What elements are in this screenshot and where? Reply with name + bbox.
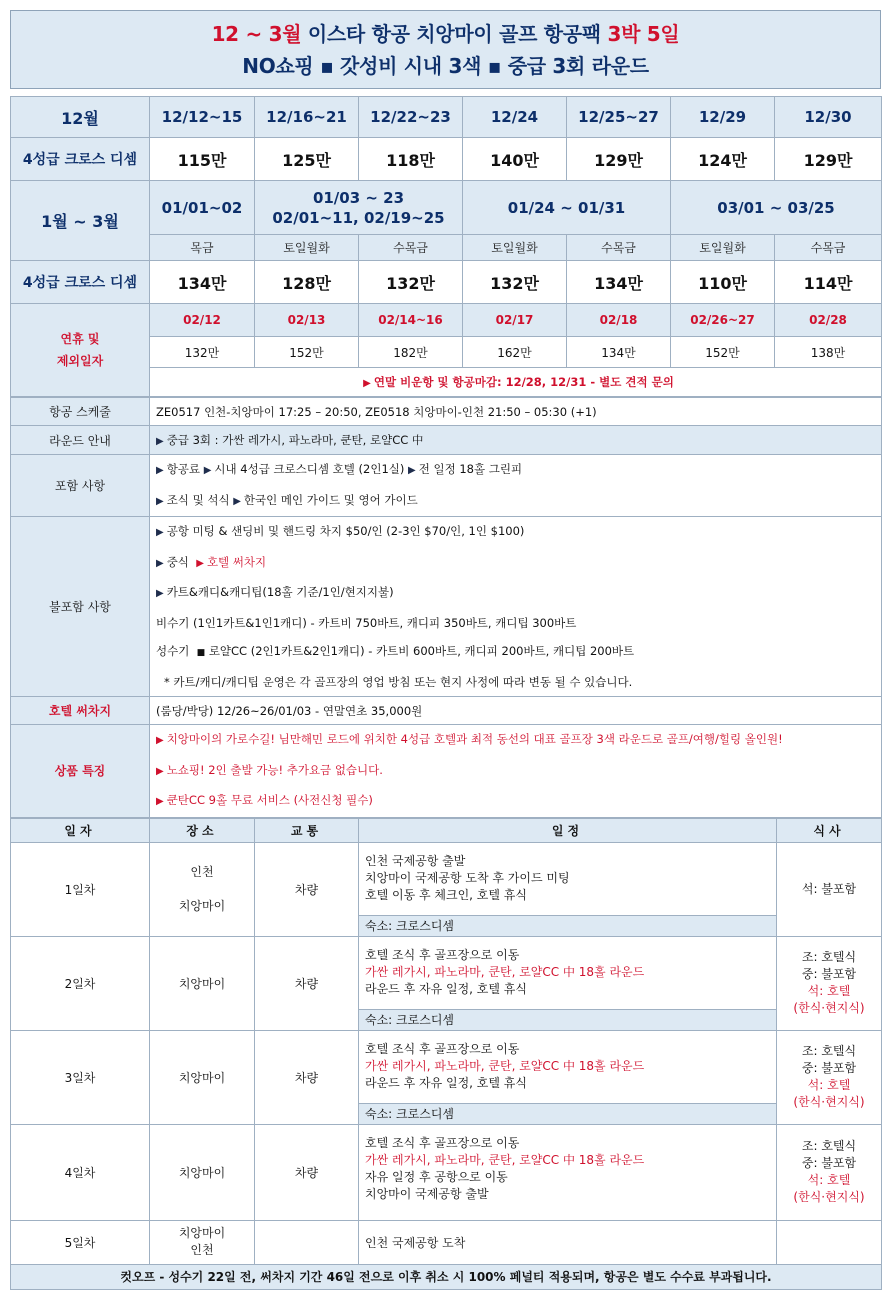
triangle-bullet-icon: ▶ bbox=[196, 557, 204, 569]
holiday-date: 02/26~27 bbox=[671, 304, 775, 337]
day-label: 1일차 bbox=[11, 842, 150, 936]
col-header-day: 일자 bbox=[11, 818, 150, 842]
weekday-cell: 토일월화 bbox=[255, 235, 359, 261]
schedule-table bbox=[10, 818, 882, 1290]
exclude-item-surcharge: 호텔 써차지 bbox=[206, 554, 267, 569]
place-name: 인천 bbox=[190, 1243, 214, 1257]
itinerary-line: 라운드 후 자유 일정, 호텔 휴식 bbox=[365, 981, 527, 996]
round-info bbox=[150, 426, 882, 455]
day-transport bbox=[255, 1220, 359, 1264]
triangle-bullet-icon: ▶ bbox=[156, 436, 164, 447]
exclude-item: 카트&캐디&캐디팁(18홀 기준/1인/현지지불) bbox=[166, 585, 394, 599]
title-banner bbox=[10, 10, 881, 89]
holiday-price: 134만 bbox=[567, 337, 671, 368]
itinerary-line: 호텔 이동 후 체크인, 호텔 휴식 bbox=[365, 887, 527, 902]
holiday-price: 132만 bbox=[150, 337, 255, 368]
include-item: 한국인 메인 가이드 및 영어 가이드 bbox=[243, 492, 418, 507]
meal-line: 조: 호텔식 bbox=[801, 1044, 857, 1058]
day-transport: 차량 bbox=[255, 842, 359, 936]
day-place: 치앙마이 bbox=[150, 936, 255, 1030]
meal-line: 중: 불포함 bbox=[801, 1061, 857, 1075]
triangle-bullet-icon: ▶ bbox=[156, 527, 164, 538]
triangle-bullet-icon: ▶ bbox=[408, 465, 416, 476]
exclude-item: 중식 bbox=[166, 554, 189, 569]
day-itinerary bbox=[359, 1030, 777, 1124]
surcharge-row bbox=[11, 697, 882, 725]
col-header-meals: 식사 bbox=[777, 818, 882, 842]
dec-price: 125만 bbox=[255, 138, 359, 181]
holiday-price: 152만 bbox=[255, 337, 359, 368]
price-table bbox=[10, 96, 882, 397]
dec-price: 129만 bbox=[567, 138, 671, 181]
itinerary-line: 호텔 조식 후 골프장으로 이동 bbox=[365, 1135, 520, 1150]
tag-rounds: 중급 3회 라운드 bbox=[507, 53, 649, 78]
features-list bbox=[150, 725, 882, 818]
holiday-date-row bbox=[11, 304, 882, 337]
holiday-date: 02/17 bbox=[463, 304, 567, 337]
jan-price-row bbox=[11, 261, 882, 304]
holiday-price: 152만 bbox=[671, 337, 775, 368]
day-label: 5일차 bbox=[11, 1220, 150, 1264]
exclude-line bbox=[156, 517, 881, 548]
day1-row bbox=[11, 842, 882, 936]
dec-date: 12/22~23 bbox=[359, 97, 463, 138]
dec-price: 140만 bbox=[463, 138, 567, 181]
day5-row bbox=[11, 1220, 882, 1264]
triangle-bullet-icon: ▶ bbox=[363, 378, 371, 389]
dec-date: 12/12~15 bbox=[150, 97, 255, 138]
triangle-bullet-icon: ▶ bbox=[156, 465, 164, 476]
square-bullet-icon: ■ bbox=[196, 648, 206, 658]
jan-hotel-label: 4성급 크로스 디셈 bbox=[11, 261, 150, 304]
day-meals bbox=[777, 1030, 882, 1124]
itinerary-line: 호텔 조식 후 골프장으로 이동 bbox=[365, 1041, 520, 1056]
day-label: 2일차 bbox=[11, 936, 150, 1030]
dec-date: 12/29 bbox=[671, 97, 775, 138]
itinerary-lines bbox=[359, 937, 776, 1009]
holiday-date: 02/28 bbox=[775, 304, 882, 337]
place-name: 치앙마이 bbox=[178, 1226, 226, 1240]
weekday-cell: 토일월화 bbox=[463, 235, 567, 261]
jan-range-line: 01/03 ~ 23 bbox=[312, 188, 405, 207]
dec-price: 124만 bbox=[671, 138, 775, 181]
peak-season-label: 성수기 bbox=[156, 644, 190, 658]
itinerary-line: 인천 국제공항 출발 bbox=[365, 853, 466, 868]
include-label: 포함 사항 bbox=[11, 455, 150, 517]
exclude-list bbox=[150, 517, 882, 697]
day2-row bbox=[11, 936, 882, 1030]
holiday-note bbox=[150, 368, 882, 397]
holiday-price: 182만 bbox=[359, 337, 463, 368]
dec-date: 12/24 bbox=[463, 97, 567, 138]
jan-range: 01/01~02 bbox=[150, 181, 255, 235]
surcharge-info: (룸당/박당) 12/26~26/01/03 - 연말연초 35,000원 bbox=[150, 697, 882, 725]
include-item: 전 일정 18홀 그린피 bbox=[418, 462, 523, 476]
triangle-bullet-icon: ▶ bbox=[156, 765, 164, 777]
feature-line bbox=[156, 725, 881, 756]
day3-row bbox=[11, 1030, 882, 1124]
title-duration: 3박 5일 bbox=[607, 21, 680, 46]
jan-price: 132만 bbox=[359, 261, 463, 304]
exclude-line bbox=[156, 548, 881, 579]
holiday-price: 138만 bbox=[775, 337, 882, 368]
include-item: 조식 및 석식 bbox=[166, 492, 230, 507]
holiday-label bbox=[11, 304, 150, 397]
dec-month-label: 12월 bbox=[11, 97, 150, 138]
title-season: 12 ~ 3월 bbox=[211, 21, 302, 46]
include-line bbox=[156, 486, 881, 517]
meal-line: 조: 호텔식 bbox=[801, 1139, 857, 1153]
exclude-label: 불포함 사항 bbox=[11, 517, 150, 697]
jan-month-label: 1월 ~ 3월 bbox=[11, 181, 150, 261]
include-row bbox=[11, 455, 882, 517]
footer-row bbox=[11, 1264, 882, 1289]
feature-item: 쿤탄CC 9홀 무료 서비스 (사전신청 필수) bbox=[166, 793, 373, 807]
itinerary-lines bbox=[359, 1125, 776, 1203]
day-transport: 차량 bbox=[255, 1030, 359, 1124]
itinerary-line: 치앙마이 국제공항 도착 후 가이드 미팅 bbox=[365, 870, 570, 885]
include-item: 시내 4성급 크로스디셈 호텔 (2인1실) bbox=[214, 462, 405, 476]
features-row bbox=[11, 725, 882, 818]
flight-schedule: ZE0517 인천-치앙마이 17:25 – 20:50, ZE0518 치앙마이-인천 21:50 – 05:30 (+1) bbox=[150, 398, 882, 426]
day-transport: 차량 bbox=[255, 1124, 359, 1220]
day-meals: 석: 불포함 bbox=[777, 842, 882, 936]
tag-value: 갓성비 시내 3색 bbox=[340, 53, 482, 78]
dec-price: 129만 bbox=[775, 138, 882, 181]
weekday-cell: 목금 bbox=[150, 235, 255, 261]
day-meals bbox=[777, 1220, 882, 1264]
feature-item: 치앙마이의 가로수길! 님만해민 로드에 위치한 4성급 호텔과 최적 동선의 대표 골프장 3색 라운드로 골프/여행/힐링 올인원! bbox=[166, 732, 783, 746]
feature-line bbox=[156, 756, 881, 787]
round-text: 중급 3회 : 가싼 레가시, 파노라마, 쿤탄, 로얄CC 中 bbox=[166, 433, 424, 447]
holiday-note-text: 연말 비운항 및 항공마감: 12/28, 12/31 - 별도 견적 문의 bbox=[373, 375, 674, 389]
flight-label: 항공 스케줄 bbox=[11, 398, 150, 426]
itinerary-line: 호텔 조식 후 골프장으로 이동 bbox=[365, 947, 520, 962]
meal-line: (한식·현지식) bbox=[793, 1001, 865, 1015]
exclude-item: 공항 미팅 & 샌딩비 및 핸드링 차지 $50/인 (2-3인 $70/인, 1인 $100) bbox=[166, 524, 525, 538]
meal-line: 중: 불포함 bbox=[801, 1156, 857, 1170]
exclude-item: 로얄CC (2인1카트&2인1캐디) - 카트비 600바트, 캐디피 200바트, 캐디팁 200바트 bbox=[208, 644, 635, 658]
triangle-bullet-icon: ▶ bbox=[233, 495, 241, 507]
title-line-2 bbox=[242, 50, 649, 82]
meal-line: 석: 호텔 bbox=[807, 1078, 851, 1092]
itinerary-line: 라운드 후 자유 일정, 호텔 휴식 bbox=[365, 1075, 527, 1090]
jan-range-line: 02/01~11, 02/19~25 bbox=[272, 208, 445, 227]
col-header-transport: 교통 bbox=[255, 818, 359, 842]
exclude-line: 비수기 (1인1카트&1인1캐디) - 카트비 750바트, 캐디피 350바트, 캐디팁 300바트 bbox=[156, 615, 577, 630]
triangle-bullet-icon: ▶ bbox=[156, 557, 164, 569]
info-table bbox=[10, 397, 882, 818]
itinerary-line-round: 가싼 레가시, 파노라마, 쿤탄, 로얄CC 中 18홀 라운드 bbox=[365, 964, 645, 979]
holiday-price: 162만 bbox=[463, 337, 567, 368]
dec-date-row bbox=[11, 97, 882, 138]
schedule-header-row bbox=[11, 818, 882, 842]
meal-line: (한식·현지식) bbox=[793, 1095, 865, 1109]
triangle-bullet-icon: ▶ bbox=[156, 495, 164, 507]
stay-info: 숙소: 크로스디셈 bbox=[359, 1009, 776, 1030]
jan-price: 134만 bbox=[567, 261, 671, 304]
dec-price: 118만 bbox=[359, 138, 463, 181]
holiday-date: 02/14~16 bbox=[359, 304, 463, 337]
exclude-note: * 카트/캐디/캐디팁 운영은 각 골프장의 영업 방침 또는 현지 사정에 따라 변동 될 수 있습니다. bbox=[164, 674, 633, 689]
day-place: 치앙마이 bbox=[150, 1030, 255, 1124]
exclude-line bbox=[156, 578, 881, 609]
holiday-date: 02/13 bbox=[255, 304, 359, 337]
day-place: 치앙마이 bbox=[150, 1124, 255, 1220]
exclude-row bbox=[11, 517, 882, 697]
meal-line: 석: 호텔 bbox=[807, 984, 851, 998]
round-row bbox=[11, 426, 882, 455]
day-place bbox=[150, 1220, 255, 1264]
price-table-wrap bbox=[10, 96, 881, 1290]
meal-line: 중: 불포함 bbox=[801, 967, 857, 981]
day-transport: 차량 bbox=[255, 936, 359, 1030]
weekday-cell: 토일월화 bbox=[671, 235, 775, 261]
itinerary-lines bbox=[359, 843, 776, 915]
triangle-bullet-icon: ▶ bbox=[203, 465, 212, 476]
weekday-cell: 수목금 bbox=[775, 235, 882, 261]
holiday-date: 02/12 bbox=[150, 304, 255, 337]
features-label: 상품 특징 bbox=[11, 725, 150, 818]
place-name: 치앙마이 bbox=[178, 899, 226, 913]
place-name: 인천 bbox=[190, 865, 214, 879]
itinerary-line-round: 가싼 레가시, 파노라마, 쿤탄, 로얄CC 中 18홀 라운드 bbox=[365, 1058, 645, 1073]
jan-range: 01/24 ~ 01/31 bbox=[463, 181, 671, 235]
col-header-place: 장소 bbox=[150, 818, 255, 842]
day-meals bbox=[777, 936, 882, 1030]
dec-date: 12/16~21 bbox=[255, 97, 359, 138]
feature-item: 노쇼핑! 2인 출발 가능! 추가요금 없습니다. bbox=[166, 762, 383, 777]
feature-line bbox=[156, 786, 881, 817]
dec-price: 115만 bbox=[150, 138, 255, 181]
tag-no-shopping: NO쇼핑 bbox=[242, 53, 314, 78]
cancellation-policy: 컷오프 - 성수기 22일 전, 써차지 기간 46일 전으로 이후 취소 시 100% 페널티 적용되며, 항공은 별도 수수료 부과됩니다. bbox=[11, 1264, 882, 1289]
include-list bbox=[150, 455, 882, 517]
jan-price: 134만 bbox=[150, 261, 255, 304]
dec-date: 12/30 bbox=[775, 97, 882, 138]
dec-date: 12/25~27 bbox=[567, 97, 671, 138]
stay-info: 숙소: 크로스디셈 bbox=[359, 915, 776, 936]
include-line bbox=[156, 455, 881, 486]
jan-range-row bbox=[11, 181, 882, 235]
day4-row bbox=[11, 1124, 882, 1220]
itinerary-line: 치앙마이 국제공항 출발 bbox=[365, 1186, 489, 1201]
holiday-label-line: 연휴 및 bbox=[60, 332, 100, 346]
stay-info: 숙소: 크로스디셈 bbox=[359, 1103, 776, 1124]
jan-range bbox=[255, 181, 463, 235]
triangle-bullet-icon: ▶ bbox=[156, 735, 164, 746]
day-place bbox=[150, 842, 255, 936]
bullet-separator: ▪ bbox=[313, 53, 341, 78]
itinerary-lines bbox=[359, 1031, 776, 1103]
day-label: 4일차 bbox=[11, 1124, 150, 1220]
itinerary-line-round: 가싼 레가시, 파노라마, 쿤탄, 로얄CC 中 18홀 라운드 bbox=[365, 1152, 645, 1167]
title-main: 이스타 항공 치앙마이 골프 항공팩 bbox=[301, 21, 608, 46]
meal-line: (한식·현지식) bbox=[793, 1190, 865, 1204]
day-meals bbox=[777, 1124, 882, 1220]
holiday-label-line: 제외일자 bbox=[56, 354, 104, 368]
dec-price-row bbox=[11, 138, 882, 181]
jan-price: 132만 bbox=[463, 261, 567, 304]
bullet-separator: ▪ bbox=[481, 53, 508, 78]
day-itinerary: 인천 국제공항 도착 bbox=[359, 1220, 777, 1264]
day-itinerary bbox=[359, 936, 777, 1030]
triangle-bullet-icon: ▶ bbox=[156, 588, 164, 599]
title-line-1 bbox=[212, 18, 680, 50]
include-item: 항공료 bbox=[166, 462, 201, 476]
jan-range: 03/01 ~ 03/25 bbox=[671, 181, 882, 235]
jan-price: 110만 bbox=[671, 261, 775, 304]
flight-row bbox=[11, 398, 882, 426]
weekday-cell: 수목금 bbox=[567, 235, 671, 261]
jan-price: 114만 bbox=[775, 261, 882, 304]
holiday-date: 02/18 bbox=[567, 304, 671, 337]
col-header-itinerary: 일정 bbox=[359, 818, 777, 842]
exclude-line bbox=[156, 637, 881, 668]
day-itinerary bbox=[359, 842, 777, 936]
dec-hotel-label: 4성급 크로스 디셈 bbox=[11, 138, 150, 181]
itinerary-line: 자유 일정 후 공항으로 이동 bbox=[365, 1169, 508, 1184]
weekday-cell: 수목금 bbox=[359, 235, 463, 261]
round-label: 라운드 안내 bbox=[11, 426, 150, 455]
surcharge-label: 호텔 써차지 bbox=[11, 697, 150, 725]
day-label: 3일차 bbox=[11, 1030, 150, 1124]
meal-line: 조: 호텔식 bbox=[801, 950, 857, 964]
jan-price: 128만 bbox=[255, 261, 359, 304]
meal-line: 석: 호텔 bbox=[807, 1173, 851, 1187]
day-itinerary bbox=[359, 1124, 777, 1220]
triangle-bullet-icon: ▶ bbox=[156, 796, 164, 807]
